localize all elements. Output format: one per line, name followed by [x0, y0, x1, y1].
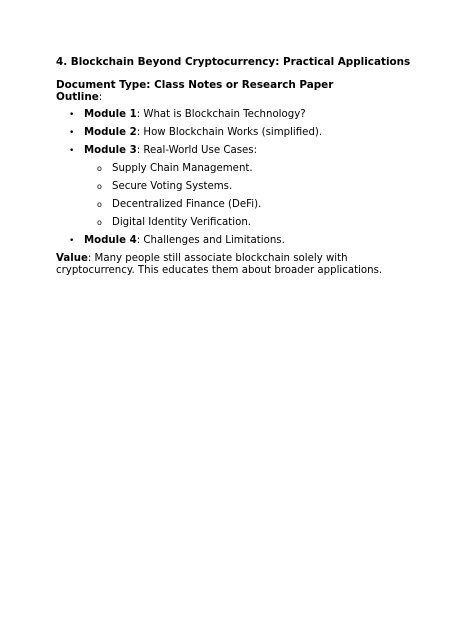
- module-label: Module 1: [84, 109, 137, 120]
- module-colon: :: [136, 127, 141, 138]
- value-paragraph: [56, 253, 418, 277]
- document-title: 4. Blockchain Beyond Cryptocurrency: Practical Applications: [56, 56, 411, 68]
- value-label: Value: [56, 253, 88, 264]
- list-item-digital-identity: [56, 217, 418, 229]
- bullet-icon: •: [69, 110, 75, 120]
- list-item-module-4: [56, 235, 418, 247]
- document-page: [56, 56, 418, 277]
- list-item-module-1: [56, 109, 418, 121]
- module-colon: :: [136, 235, 141, 246]
- circle-bullet-icon: o: [97, 218, 102, 227]
- circle-bullet-icon: o: [97, 200, 102, 209]
- bullet-icon: •: [69, 146, 75, 156]
- module-text: Real-World Use Cases:: [143, 145, 258, 156]
- use-cases-list: [56, 163, 418, 229]
- list-item-supply-chain: [56, 163, 418, 175]
- outline-label: Outline: [56, 91, 99, 103]
- module-text: Challenges and Limitations.: [143, 235, 285, 246]
- circle-bullet-icon: o: [97, 164, 102, 173]
- value-text: Many people still associate blockchain solely with cryptocurrency. This educates them about broader applications.: [56, 253, 383, 276]
- bullet-icon: •: [69, 128, 75, 138]
- outline-colon: :: [98, 91, 103, 103]
- subitem-text: Digital Identity Verification.: [112, 217, 252, 228]
- outline-heading: [56, 91, 418, 103]
- list-item-voting: [56, 181, 418, 193]
- list-item-module-2: [56, 127, 418, 139]
- list-item-module-3: [56, 145, 418, 157]
- module-label: Module 2: [84, 127, 137, 138]
- bullet-icon: •: [69, 236, 75, 246]
- document-type-value: Class Notes or Research Paper: [154, 79, 334, 91]
- module-label: Module 3: [84, 145, 137, 156]
- module-text: How Blockchain Works (simplified).: [143, 127, 323, 138]
- list-item-defi: [56, 199, 418, 211]
- subitem-text: Secure Voting Systems.: [112, 181, 233, 192]
- subitem-text: Decentralized Finance (DeFi).: [112, 199, 262, 210]
- value-colon: :: [87, 253, 92, 264]
- module-colon: :: [136, 145, 141, 156]
- circle-bullet-icon: o: [97, 182, 102, 191]
- document-type-line: [56, 79, 418, 91]
- module-colon: :: [136, 109, 141, 120]
- outline-list-continued: [56, 235, 418, 247]
- outline-list: [56, 109, 418, 157]
- document-type-label: Document Type: [56, 79, 147, 91]
- module-text: What is Blockchain Technology?: [143, 109, 306, 120]
- module-label: Module 4: [84, 235, 137, 246]
- document-type-colon: :: [146, 79, 151, 91]
- subitem-text: Supply Chain Management.: [112, 163, 253, 174]
